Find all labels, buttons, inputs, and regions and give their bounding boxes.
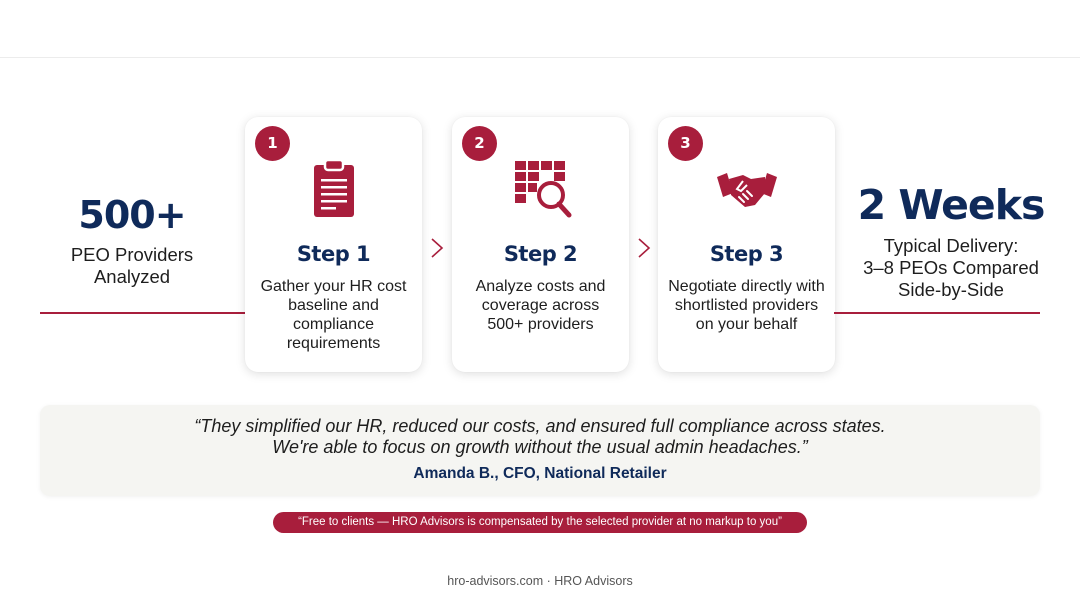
footer-text: hro-advisors.com · HRO Advisors <box>447 574 633 588</box>
delivery-label-line: Typical Delivery: <box>883 235 1019 256</box>
fee-note-badge: “Free to clients — HRO Advisors is compensated by the selected provider at no markup to you” <box>273 512 807 533</box>
right-accent-rule <box>834 312 1040 314</box>
delivery-stat <box>838 180 1064 301</box>
chevron-right-icon <box>637 237 651 259</box>
delivery-label <box>838 235 1064 301</box>
quote-line: “They simplified our HR, reduced our costs, and ensured full compliance across states. <box>194 416 886 436</box>
testimonial-quote <box>40 405 1040 458</box>
quote-line: We're able to focus on growth without the usual admin headaches.” <box>272 437 808 457</box>
step-description: Negotiate directly with shortlisted providers on your behalf <box>668 278 825 333</box>
step-number-badge: 1 <box>255 126 290 161</box>
step-number-badge: 2 <box>462 126 497 161</box>
step-description: Gather your HR cost baseline and compliance requirements <box>260 278 407 352</box>
providers-label-line: PEO Providers <box>70 244 194 265</box>
step-title: Step 1 <box>296 242 371 266</box>
step-title: Step 3 <box>709 242 784 266</box>
delivery-time: 2 Weeks <box>857 181 1045 229</box>
left-accent-rule <box>40 312 246 314</box>
grid-search-icon <box>509 157 573 221</box>
step-description: Analyze costs and coverage across 500+ providers <box>475 278 606 333</box>
clipboard-icon <box>302 157 366 221</box>
providers-label-line: Analyzed <box>93 266 171 287</box>
testimonial <box>40 405 1040 496</box>
testimonial-author: Amanda B., CFO, National Retailer <box>413 465 667 482</box>
step-number-badge: 3 <box>668 126 703 161</box>
providers-label <box>40 244 224 288</box>
step-card-2 <box>452 117 629 372</box>
handshake-icon <box>715 157 779 221</box>
step-card-1 <box>245 117 422 372</box>
providers-stat <box>40 192 224 288</box>
header-divider <box>0 57 1080 58</box>
delivery-label-line: Side-by-Side <box>898 279 1004 300</box>
chevron-right-icon <box>430 237 444 259</box>
delivery-label-line: 3–8 PEOs Compared <box>863 257 1039 278</box>
step-card-3 <box>658 117 835 372</box>
providers-count: 500+ <box>78 193 186 237</box>
step-title: Step 2 <box>503 242 578 266</box>
